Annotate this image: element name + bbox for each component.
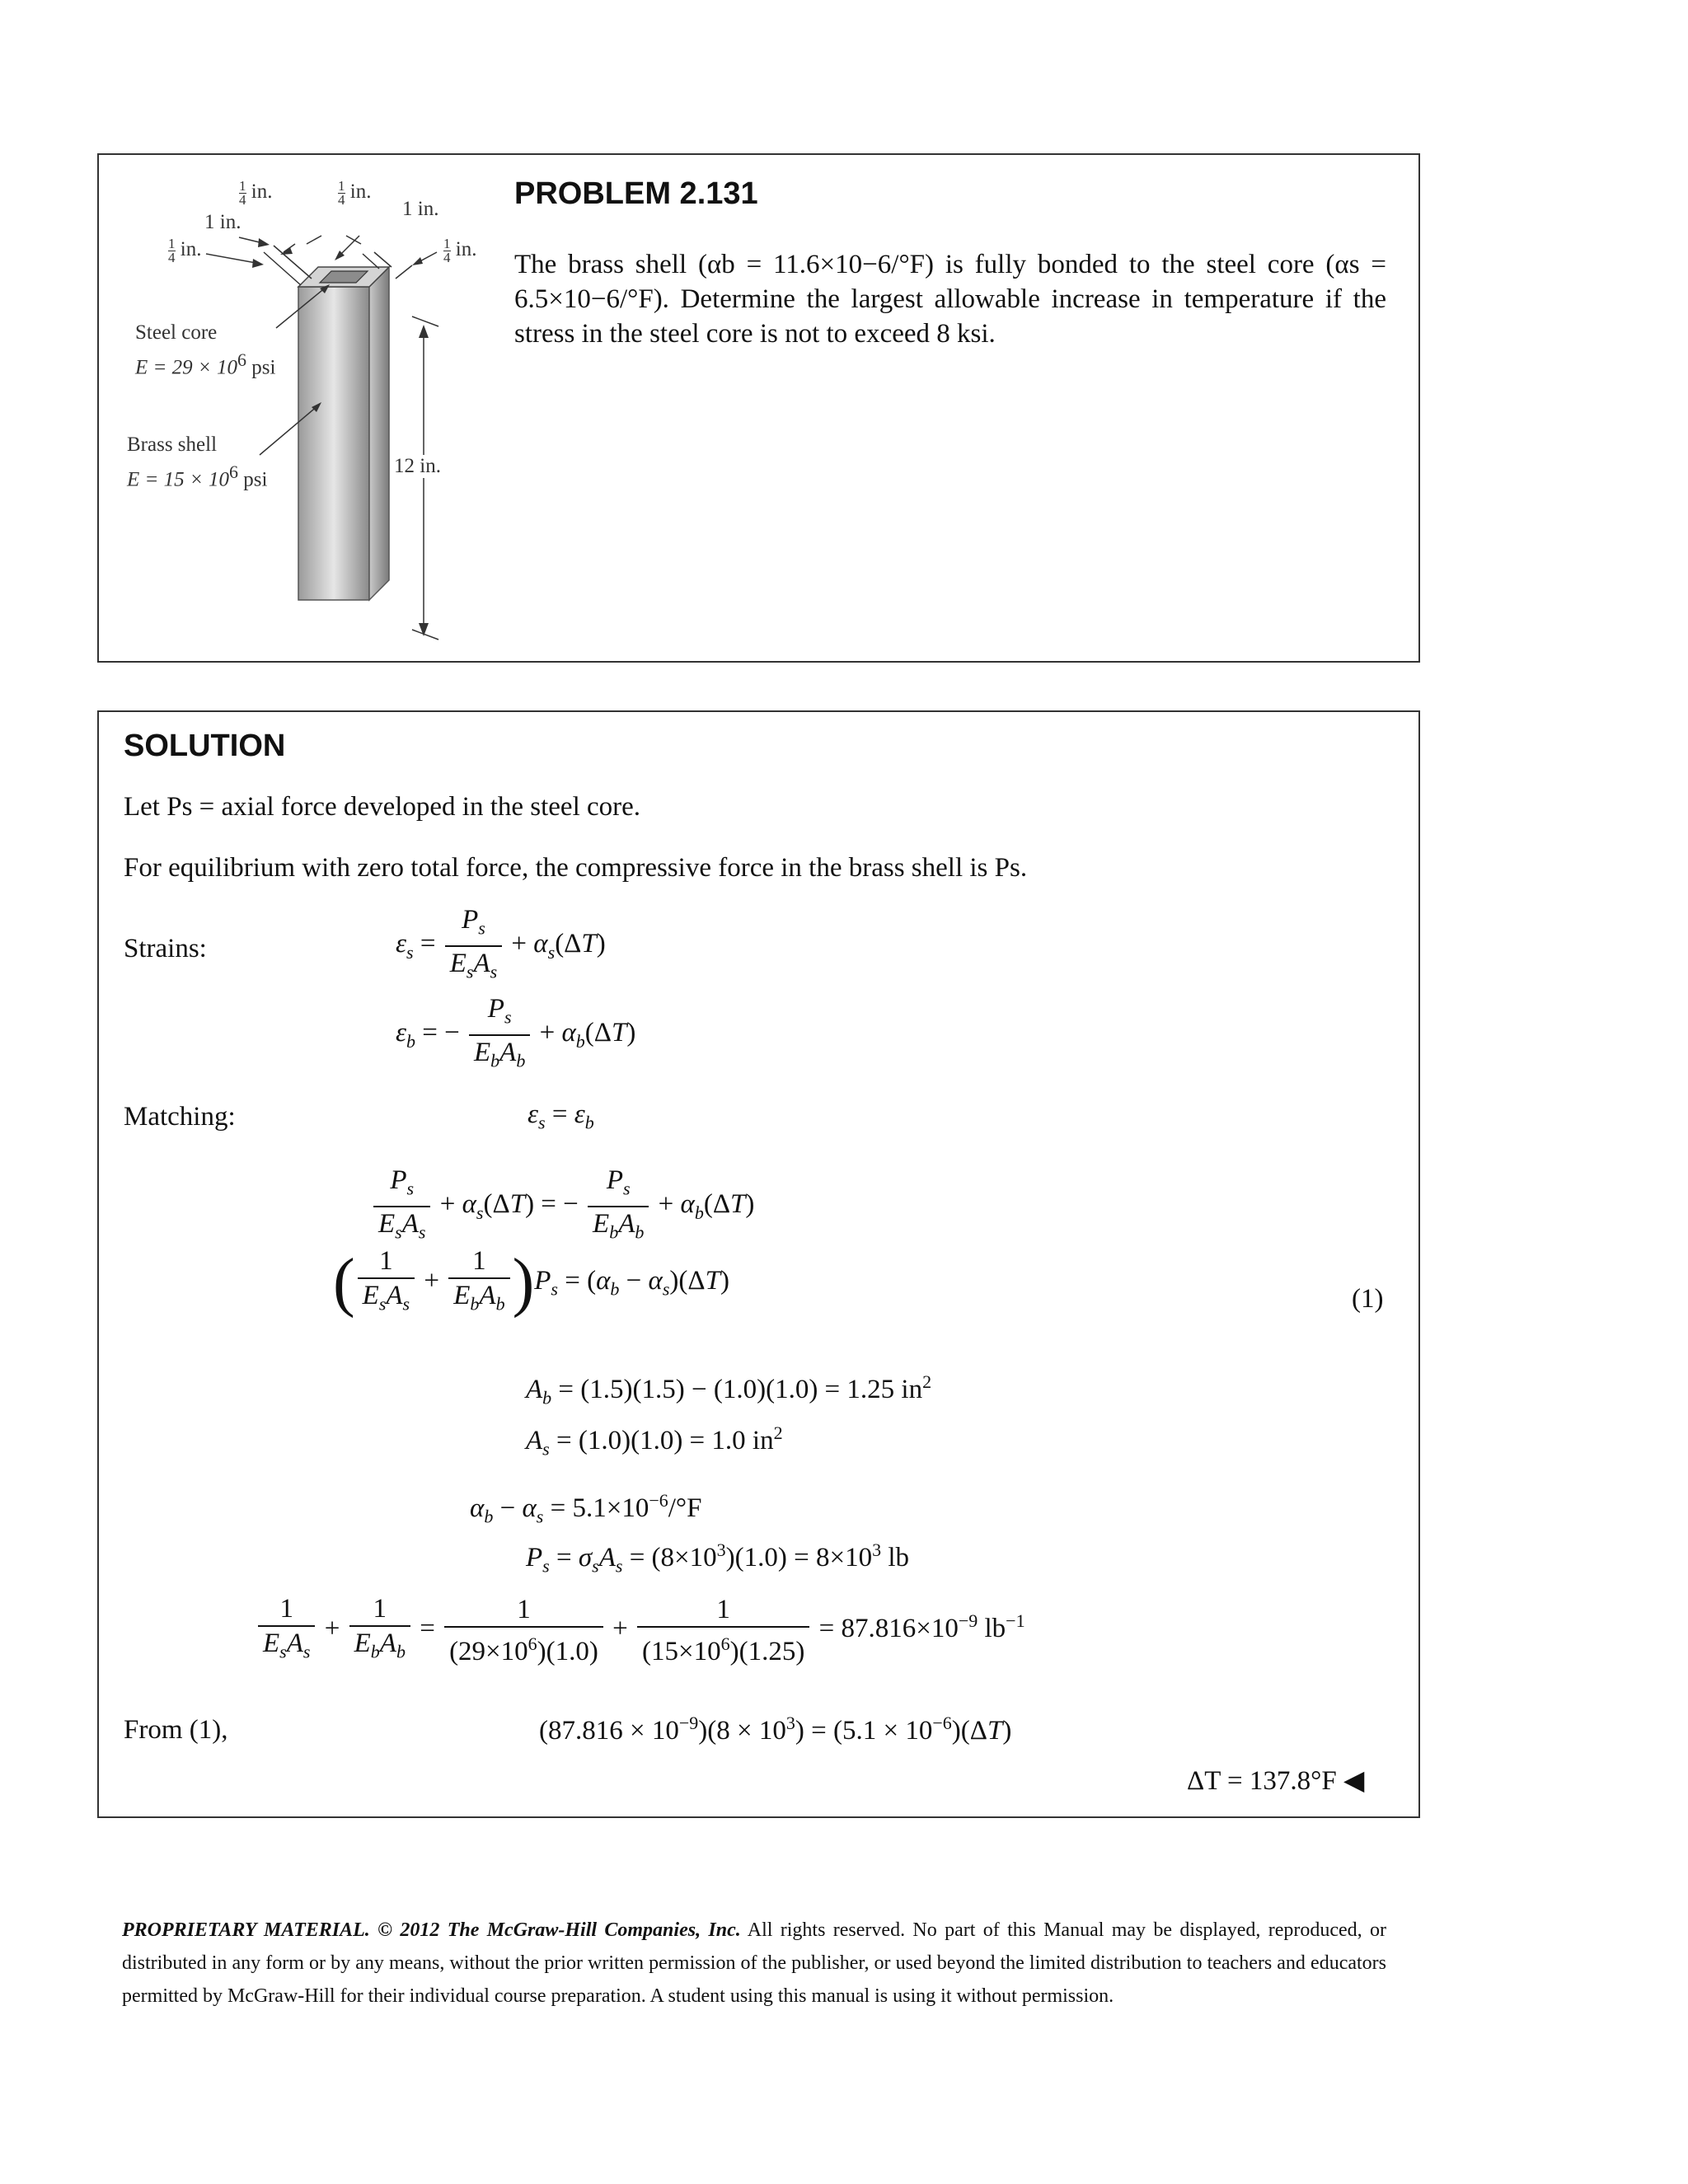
column-front-face xyxy=(298,287,369,600)
eq-1-number: (1) xyxy=(1352,1284,1384,1314)
matching-label: Matching: xyxy=(124,1102,236,1132)
eq-alpha-diff: $\alpha_b - \alpha_s = 5.1\times 10^{-6}/^\circ F$ xyxy=(470,1490,702,1527)
problem-box xyxy=(97,153,1420,663)
eq-final: $(87.816 \times 10^{-9})(8 \times 10^3) = (5.1 \times 10^{-6})(\Delta T)$ xyxy=(539,1713,1012,1746)
brass-shell-modulus: $E = 15 \times 10^6$ psi xyxy=(127,462,268,491)
footer-text: All rights reserved. No part of this Manual may be displayed, reproduced, or distributed in any form or by any means, without the prior written permission of the publisher, or used beyond the limited distribution to teachers and educators permitted by McGraw-Hill for their individual course preparation. A student using this manual is using it without permission. xyxy=(122,1919,1386,2007)
dim-quarter-in-2: $\frac{1}{4}$ in. xyxy=(168,236,202,265)
eq-area-steel: $A_s = (1.0)(1.0) = 1.0$ $in^2$ xyxy=(526,1422,783,1460)
steel-brass-column-figure xyxy=(99,155,486,649)
answer: ΔT = 137.8°F ◀ xyxy=(1187,1766,1365,1796)
dim-quarter-in-4: $\frac{1}{4}$ in. xyxy=(443,236,477,265)
dim-quarter-in-1: $\frac{1}{4}$ in. xyxy=(239,178,273,208)
eq-strain-steel: $\varepsilon_s$ = $\frac{P_s}{E_sA_s}$ + $\alpha_s(\Delta T)$ xyxy=(396,905,606,982)
dim-one-in-1: 1 in. xyxy=(204,211,241,233)
column-side-face xyxy=(369,267,389,600)
strains-label: Strains: xyxy=(124,934,207,963)
steel-core-modulus: $E = 29 \times 10^6$ psi xyxy=(135,349,276,379)
solution-title: SOLUTION xyxy=(124,729,286,763)
solution-box xyxy=(97,710,1420,1818)
eq-area-brass: $A_b = (1.5)(1.5) - (1.0)(1.0) = 1.25$ $in^2$ xyxy=(526,1371,932,1408)
copyright-footer xyxy=(122,1914,1386,2013)
dim-one-in-2: 1 in. xyxy=(402,198,439,220)
eq-compliance-sum: $\frac{1}{E_sA_s}$ + $\frac{1}{E_bA_b}$ = $\frac{1}{(29\times 10^6)(1.0)}$ + $\frac{1}{(15\times 10^6)(1.25)}$ = $87.816\times 10^{-9}$ $lb^{-1}$ xyxy=(256,1592,1025,1669)
problem-title: PROBLEM 2.131 xyxy=(514,176,758,211)
steel-core-label: Steel core xyxy=(135,321,218,344)
solution-line-1: Let Ps = axial force developed in the steel core. xyxy=(124,792,641,822)
problem-text: The brass shell (αb = 11.6×10−6/°F) is fully bonded to the steel core (αs = 6.5×10−6/°F). Determine the largest allowable increase in temperature if the stress in the steel core is not to exceed 8 ksi. xyxy=(514,250,1386,349)
eq-match-expanded: $\frac{P_s}{E_sA_s}$ + $\alpha_s(\Delta T)$ = − $\frac{P_s}{E_bA_b}$ + $\alpha_b(\Delta T)$ xyxy=(371,1164,754,1249)
length-12in-label: 12 in. xyxy=(394,455,441,477)
eq-1: ( $\frac{1}{E_sA_s}$ + $\frac{1}{E_bA_b}$ )$P_s = (\alpha_b - \alpha_s)(\Delta T)$ xyxy=(333,1245,729,1319)
footer-bold: PROPRIETARY MATERIAL. © 2012 The McGraw-Hill Companies, Inc. xyxy=(122,1919,741,1941)
eq-match: $\varepsilon_s = \varepsilon_b$ xyxy=(528,1099,594,1133)
brass-shell-label: Brass shell xyxy=(127,434,218,456)
from-label: From (1), xyxy=(124,1715,228,1745)
answer-marker-icon: ◀ xyxy=(1343,1766,1365,1796)
eq-force-steel: $P_s = \sigma_sA_s = (8\times 10^3)(1.0) = 8\times 10^3$ lb xyxy=(526,1540,910,1577)
eq-strain-brass: $\varepsilon_b$ = − $\frac{P_s}{E_bA_b}$ + $\alpha_b(\Delta T)$ xyxy=(396,994,636,1071)
dim-quarter-in-3: $\frac{1}{4}$ in. xyxy=(338,178,372,208)
solution-line-2: For equilibrium with zero total force, the compressive force in the brass shell is Ps. xyxy=(124,853,1028,883)
